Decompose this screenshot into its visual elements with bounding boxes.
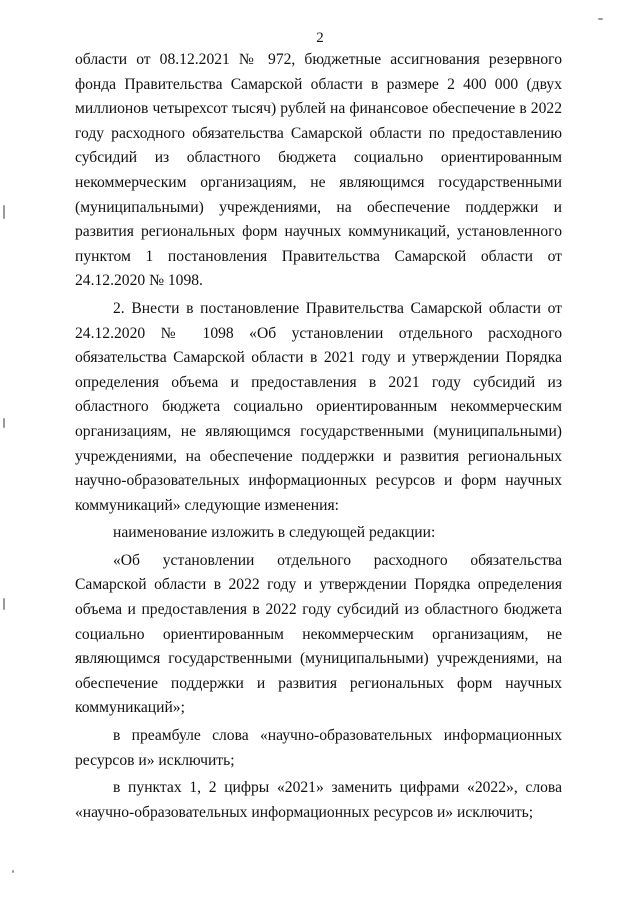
scan-artifact [3, 205, 5, 219]
paragraph-new-title: «Об установлении отдельного расходного обязательства Самарской области в 2022 году и утверждении Порядка определения объема и предоставления в 2022 году субсидий из областного бюджета социально ориентированным некоммерческим организациям, не являющимся государственными (муниципальными) учреждениями, на обеспечение поддержки и развития региональных форм научных коммуникаций»; [75, 551, 562, 717]
paragraph-item-2: 2. Внести в постановление Правительства Самарской области от 24.12.2020 № 1098 «Об установлении отдельного расходного обязательства Самарской области в 2021 году и утверждении Порядка определения объема и предоставления в 2021 году субсидий из областного бюджета социально ориентированным некоммерческим организациям, не являющимся государственными (муниципальными) учреждениями, на обеспечение поддержки и развития региональных научно-образовательных информационных ресурсов и форм научных коммуникаций» следующие изменения: [75, 299, 562, 514]
paragraph-continuation: области от 08.12.2021 № 972, бюджетные ассигнования резервного фонда Правительства Самарской области в размере 2 400 000 (двух миллионов четырехсот тысяч) рублей на финансовое обеспечение в 2022 году расходного обязательства Самарской области по предоставлению субсидий из областного бюджета социально ориентированным некоммерческим организациям, не являющимся государственными (муниципальными) учреждениями, на обеспечение поддержки и развития региональных форм научных коммуникаций, установленного пунктом 1 постановления Правительства Самарской области от 24.12.2020 № 1098. [75, 51, 562, 290]
document-body [75, 48, 562, 825]
scan-artifact [3, 418, 5, 428]
scan-artifact [3, 598, 5, 610]
scan-artifact [12, 870, 14, 873]
scan-artifact [598, 18, 603, 20]
page-number: 2 [316, 30, 324, 46]
paragraph-preamble-change: в преамбуле слова «научно-образовательных информационных ресурсов и» исключить; [75, 727, 562, 769]
paragraph-title-change: наименование изложить в следующей редакции: [113, 524, 436, 542]
paragraph-points-change: в пунктах 1, 2 цифры «2021» заменить цифрами «2022», слова «научно-образовательных информационных ресурсов и» исключить; [75, 779, 562, 821]
